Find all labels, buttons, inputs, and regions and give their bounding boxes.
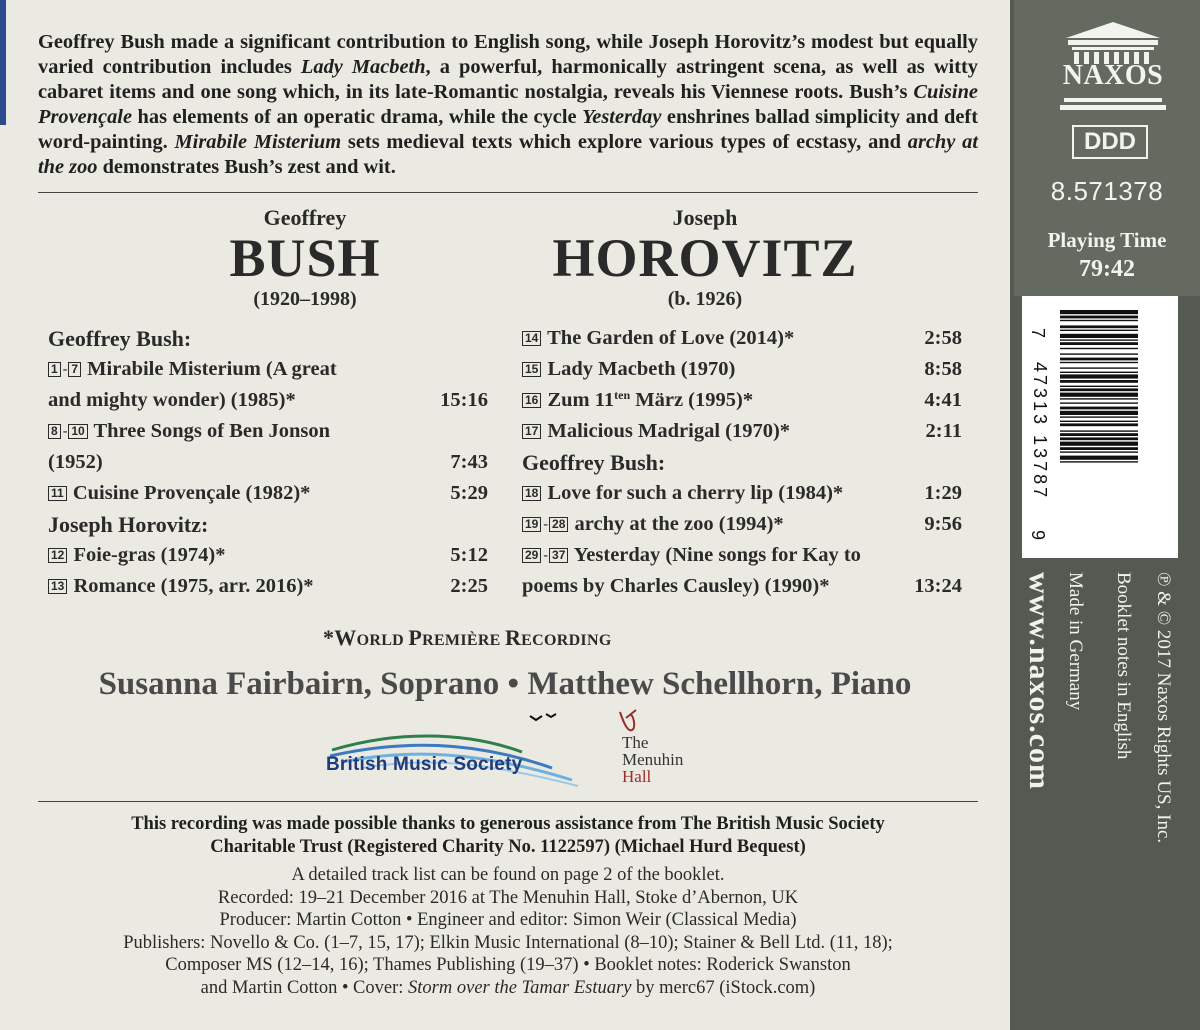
barcode-bar — [1060, 353, 1138, 354]
track-number: 15 — [522, 362, 541, 377]
barcode-bar — [1060, 447, 1138, 450]
menuhin-hall-label — [622, 734, 683, 785]
cover-edge-strip — [0, 0, 6, 125]
barcode-bar — [1060, 402, 1138, 403]
track-number: 29 — [522, 548, 541, 563]
track-item — [48, 478, 488, 509]
track-number: 7 — [68, 362, 81, 377]
barcode-bar — [1060, 398, 1138, 399]
intro-title: Mirabile Misterium — [174, 131, 342, 153]
divider-bottom — [38, 801, 978, 802]
barcode-bar — [1060, 461, 1138, 462]
intro-paragraph — [38, 30, 978, 180]
group-heading: Geoffrey Bush: — [522, 450, 666, 475]
tracklist-left — [48, 323, 488, 602]
track-title: Zum 11 — [547, 389, 615, 411]
sponsorship-note — [38, 813, 978, 859]
barcode-bar — [1060, 316, 1138, 319]
premiere-text: ORLD — [356, 632, 409, 649]
barcode-bar — [1060, 325, 1138, 328]
composer-first-name: Joseph — [672, 205, 738, 230]
track-duration: 15:16 — [440, 389, 488, 411]
intro-text: demonstrates Bush’s zest and wit. — [97, 156, 396, 178]
track-title: Romance (1975, arr. 2016)* — [73, 575, 314, 597]
british-music-society-logo-icon — [322, 710, 584, 788]
track-item: 8 - 10 Three Songs of Ben Jonson (1952) 7:43 — [48, 416, 488, 478]
track-title: Mirabile Misterium (A great — [87, 358, 337, 380]
intro-text: has elements of an operatic drama, while the cycle — [132, 106, 583, 128]
credits-line: A detailed track list can be found on page 2 of the booklet. — [291, 865, 725, 885]
track-number: 13 — [48, 579, 67, 594]
performers-line: Susanna Fairbairn, Soprano • Matthew Schellhorn, Piano — [98, 666, 912, 702]
tracklist-right — [522, 323, 962, 602]
intro-text: sets medieval texts which explore various types of ecstasy, and — [341, 131, 908, 153]
track-item: 19 - 28 archy at the zoo (1994)* 9:56 — [522, 509, 962, 540]
track-number: 18 — [522, 486, 541, 501]
track-number: 17 — [522, 424, 541, 439]
track-number: 14 — [522, 331, 541, 346]
track-item — [522, 354, 962, 385]
track-title: poems by Charles Causley) (1990)* — [522, 575, 830, 597]
track-duration: 8:58 — [924, 358, 962, 380]
menuhin-label-line: The — [622, 733, 649, 752]
catalog-number: 8.571378 — [1050, 176, 1164, 206]
barcode-bar — [1060, 320, 1138, 321]
world-premiere-note — [323, 624, 612, 655]
composer-dates: (b. 1926) — [667, 288, 743, 310]
barcode-digit: 9 — [1028, 530, 1048, 545]
track-title: März (1995)* — [630, 389, 754, 411]
premiere-text: REMIÈRE — [422, 632, 505, 649]
barcode-bar — [1060, 451, 1138, 452]
playing-time-label: Playing Time — [1047, 228, 1167, 252]
intro-title: Cuisine Provençale — [38, 81, 978, 128]
barcode-bar — [1060, 421, 1138, 422]
track-item — [48, 540, 488, 571]
track-duration: 13:24 — [914, 575, 962, 597]
intro-text: Geoffrey Bush made a significant contribution to English song, while Joseph Horovitz’s modest but equally varied contribution includes — [38, 31, 978, 78]
barcode-bar — [1060, 411, 1138, 415]
barcode-digits: 47313 13787 — [1030, 362, 1050, 501]
barcode-bar — [1060, 386, 1138, 387]
composer-bush — [200, 206, 410, 312]
track-item: 1 - 7 Mirabile Misterium (A great and mighty wonder) (1985)* 15:16 — [48, 354, 488, 416]
barcode-bar — [1060, 430, 1138, 431]
track-title: and mighty wonder) (1985)* — [48, 389, 296, 411]
track-title: Cuisine Provençale (1982)* — [72, 482, 311, 504]
group-heading: Joseph Horovitz: — [48, 512, 209, 537]
barcode-bar — [1060, 367, 1138, 368]
track-number: 8 — [48, 424, 61, 439]
barcode-bar — [1060, 310, 1138, 314]
intro-title: Yesterday — [582, 106, 662, 128]
track-item — [522, 416, 962, 447]
track-number: 28 — [549, 517, 568, 532]
booklet-notes-note: Booklet notes in English — [1113, 572, 1134, 760]
playing-time-value: 79:42 — [1079, 256, 1135, 282]
credits-line: Composer MS (12–14, 16); Thames Publishing (19–37) • Booklet notes: Roderick Swanston — [165, 955, 851, 975]
sponsorship-line: Charitable Trust (Registered Charity No. 1122597) (Michael Hurd Bequest) — [210, 837, 806, 857]
track-title: Love for such a cherry lip (1984)* — [547, 482, 844, 504]
barcode-bar — [1060, 437, 1138, 440]
track-item: 29 - 37 Yesterday (Nine songs for Kay to poems by Charles Causley) (1990)* 13:24 — [522, 540, 962, 602]
barcode-bar — [1060, 423, 1138, 426]
track-duration: 1:29 — [924, 482, 962, 504]
premiere-text: R — [504, 625, 522, 650]
credits-line — [38, 977, 978, 1000]
intro-text: , a powerful, harmonically astringent scena, as well as witty cabaret items and one song which, in its late-Romantic nostalgia, reveals his Viennese roots. Bush’s — [38, 56, 978, 103]
composer-first-name: Geoffrey — [263, 205, 347, 230]
copyright-note: ℗ & © 2017 Naxos Rights US, Inc. — [1153, 572, 1174, 844]
menuhin-label-line: Hall — [622, 767, 652, 786]
track-title: Malicious Madrigal (1970)* — [547, 420, 791, 442]
intro-title: archy at the zoo — [38, 131, 978, 178]
credits-line: Recorded: 19–21 December 2016 at The Menuhin Hall, Stoke d’Abernon, UK — [217, 887, 799, 908]
track-title: archy at the zoo (1994)* — [574, 513, 784, 535]
barcode-bar — [1060, 442, 1138, 446]
barcode-bar — [1060, 393, 1138, 397]
intro-title: Lady Macbeth — [300, 56, 426, 78]
track-item — [522, 478, 962, 509]
barcode-bar — [1060, 334, 1138, 338]
barcode-bar — [1060, 407, 1138, 410]
credits-text: and Martin Cotton • Cover: — [200, 977, 409, 998]
barcode-bar — [1060, 456, 1138, 460]
premiere-text: *W — [323, 625, 357, 650]
barcode-bar — [1060, 348, 1138, 349]
barcode-bar — [1060, 339, 1138, 340]
divider-top — [38, 192, 978, 193]
track-number: 1 — [48, 362, 61, 377]
barcode-bar — [1060, 342, 1138, 345]
track-number: 16 — [522, 393, 541, 408]
track-duration: 2:25 — [450, 575, 488, 597]
track-item — [48, 571, 488, 602]
credits-text: by merc67 (iStock.com) — [631, 977, 816, 998]
track-number: 10 — [68, 424, 87, 439]
track-title: The Garden of Love (2014)* — [547, 327, 795, 349]
track-item — [522, 385, 962, 416]
barcode-bar — [1060, 433, 1138, 436]
ddd-badge: DDD — [1072, 125, 1148, 159]
track-number: 19 — [522, 517, 541, 532]
track-duration: 5:12 — [450, 544, 488, 566]
sponsorship-line: This recording was made possible thanks to generous assistance from The British Music Society — [131, 814, 885, 834]
british-music-society-label: British Music Society — [326, 754, 523, 775]
recording-credits — [38, 864, 978, 999]
website-url[interactable]: www.naxos.com — [1023, 572, 1056, 791]
barcode-bar — [1060, 372, 1138, 373]
group-heading: Geoffrey Bush: — [48, 326, 192, 351]
track-duration: 2:58 — [924, 327, 962, 349]
naxos-label: NAXOS — [1062, 60, 1164, 91]
premiere-text: ECORDING — [521, 632, 612, 649]
track-title: Three Songs of Ben Jonson — [93, 420, 331, 442]
track-duration: 9:56 — [924, 513, 962, 535]
composer-dates: (1920–1998) — [253, 288, 357, 310]
barcode-bar — [1060, 388, 1138, 391]
track-number: 12 — [48, 548, 67, 563]
track-duration: 7:43 — [450, 451, 488, 473]
barcode-bar — [1060, 362, 1138, 363]
barcode-bar — [1060, 416, 1138, 417]
composer-last-name: BUSH — [229, 228, 381, 288]
track-title: (1952) — [48, 451, 103, 473]
premiere-text: P — [408, 625, 423, 650]
track-title: Foie-gras (1974)* — [73, 544, 226, 566]
menuhin-label-line: Menuhin — [622, 750, 684, 769]
intro-text: enshrines ballad simplicity and deft word-painting. — [38, 106, 978, 153]
track-number: 37 — [549, 548, 568, 563]
track-title-superscript: ten — [614, 388, 631, 402]
barcode-digit: 7 — [1028, 328, 1048, 343]
made-in-note: Made in Germany — [1065, 572, 1086, 711]
track-duration: 4:41 — [924, 389, 962, 411]
barcode-bar — [1060, 358, 1138, 361]
composer-last-name: HOROVITZ — [552, 228, 858, 288]
track-duration: 2:11 — [925, 420, 962, 442]
credits-line: Producer: Martin Cotton • Engineer and editor: Simon Weir (Classical Media) — [219, 910, 797, 930]
barcode-bar — [1060, 380, 1138, 383]
track-title: Yesterday (Nine songs for Kay to — [573, 544, 861, 566]
track-title: Lady Macbeth (1970) — [547, 358, 736, 380]
credits-line: Publishers: Novello & Co. (1–7, 15, 17); Elkin Music International (8–10); Stainer & Bell Ltd. (11, 18); — [123, 932, 893, 953]
barcode-bar — [1060, 330, 1138, 331]
barcode-bar — [1060, 374, 1138, 378]
track-number: 11 — [48, 486, 67, 501]
cover-title: Storm over the Tamar Estuary — [408, 977, 632, 998]
track-item — [522, 323, 962, 354]
track-duration: 5:29 — [450, 482, 488, 504]
composer-horovitz — [540, 206, 870, 312]
